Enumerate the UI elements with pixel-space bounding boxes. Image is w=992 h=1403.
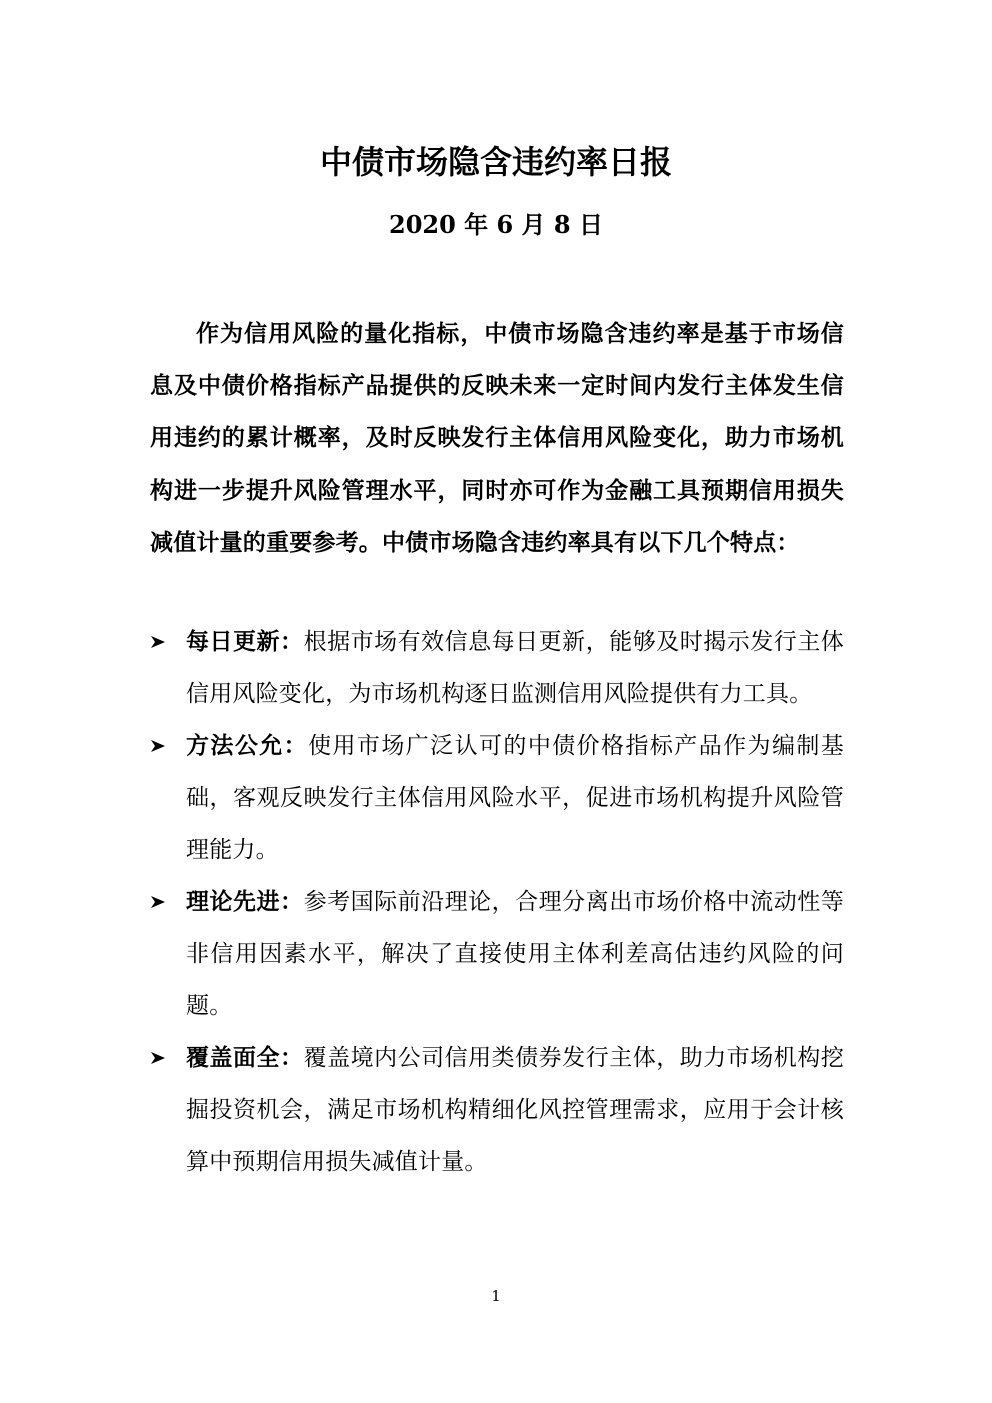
feature-text: 参考国际前沿理论，合理分离出市场价格中流动性等非信用因素水平，解决了直接使用主体利差高估违约风险的问题。 bbox=[186, 889, 844, 1019]
page-number: 1 bbox=[491, 1287, 501, 1305]
feature-item-full-coverage bbox=[150, 1032, 844, 1188]
report-title: 中债市场隐含违约率日报 bbox=[319, 143, 672, 181]
feature-text: 使用市场广泛认可的中债价格指标产品作为编制基础，客观反映发行主体信用风险水平，促进市场机构提升风险管理能力。 bbox=[186, 733, 844, 863]
feature-item-daily-update bbox=[150, 616, 844, 720]
arrowhead-bullet-icon bbox=[150, 876, 172, 928]
feature-item-fair-method bbox=[150, 720, 844, 876]
feature-term: 理论先进： bbox=[186, 889, 304, 915]
feature-term: 每日更新： bbox=[186, 629, 304, 655]
arrowhead-bullet-icon bbox=[150, 720, 172, 772]
feature-list bbox=[150, 616, 844, 1188]
feature-text: 根据市场有效信息每日更新，能够及时揭示发行主体信用风险变化，为市场机构逐日监测信用风险提供有力工具。 bbox=[186, 629, 844, 707]
arrowhead-bullet-icon bbox=[150, 1032, 172, 1084]
report-date: 2020 年 6 月 8 日 bbox=[389, 210, 603, 239]
feature-item-advanced-theory bbox=[150, 876, 844, 1032]
feature-term: 方法公允： bbox=[186, 733, 309, 759]
arrowhead-bullet-icon bbox=[150, 616, 172, 668]
feature-text: 覆盖境内公司信用类债券发行主体，助力市场机构挖掘投资机会，满足市场机构精细化风控管理需求，应用于会计核算中预期信用损失减值计量。 bbox=[186, 1045, 844, 1175]
feature-term: 覆盖面全： bbox=[186, 1045, 304, 1071]
intro-paragraph: 作为信用风险的量化指标，中债市场隐含违约率是基于市场信息及中债价格指标产品提供的反映未来一定时间内发行主体发生信用违约的累计概率，及时反映发行主体信用风险变化，助力市场机构进一步提升风险管理水平，同时亦可作为金融工具预期信用损失减值计量的重要参考。中债市场隐含违约率具有以下几个特点： bbox=[150, 321, 844, 556]
